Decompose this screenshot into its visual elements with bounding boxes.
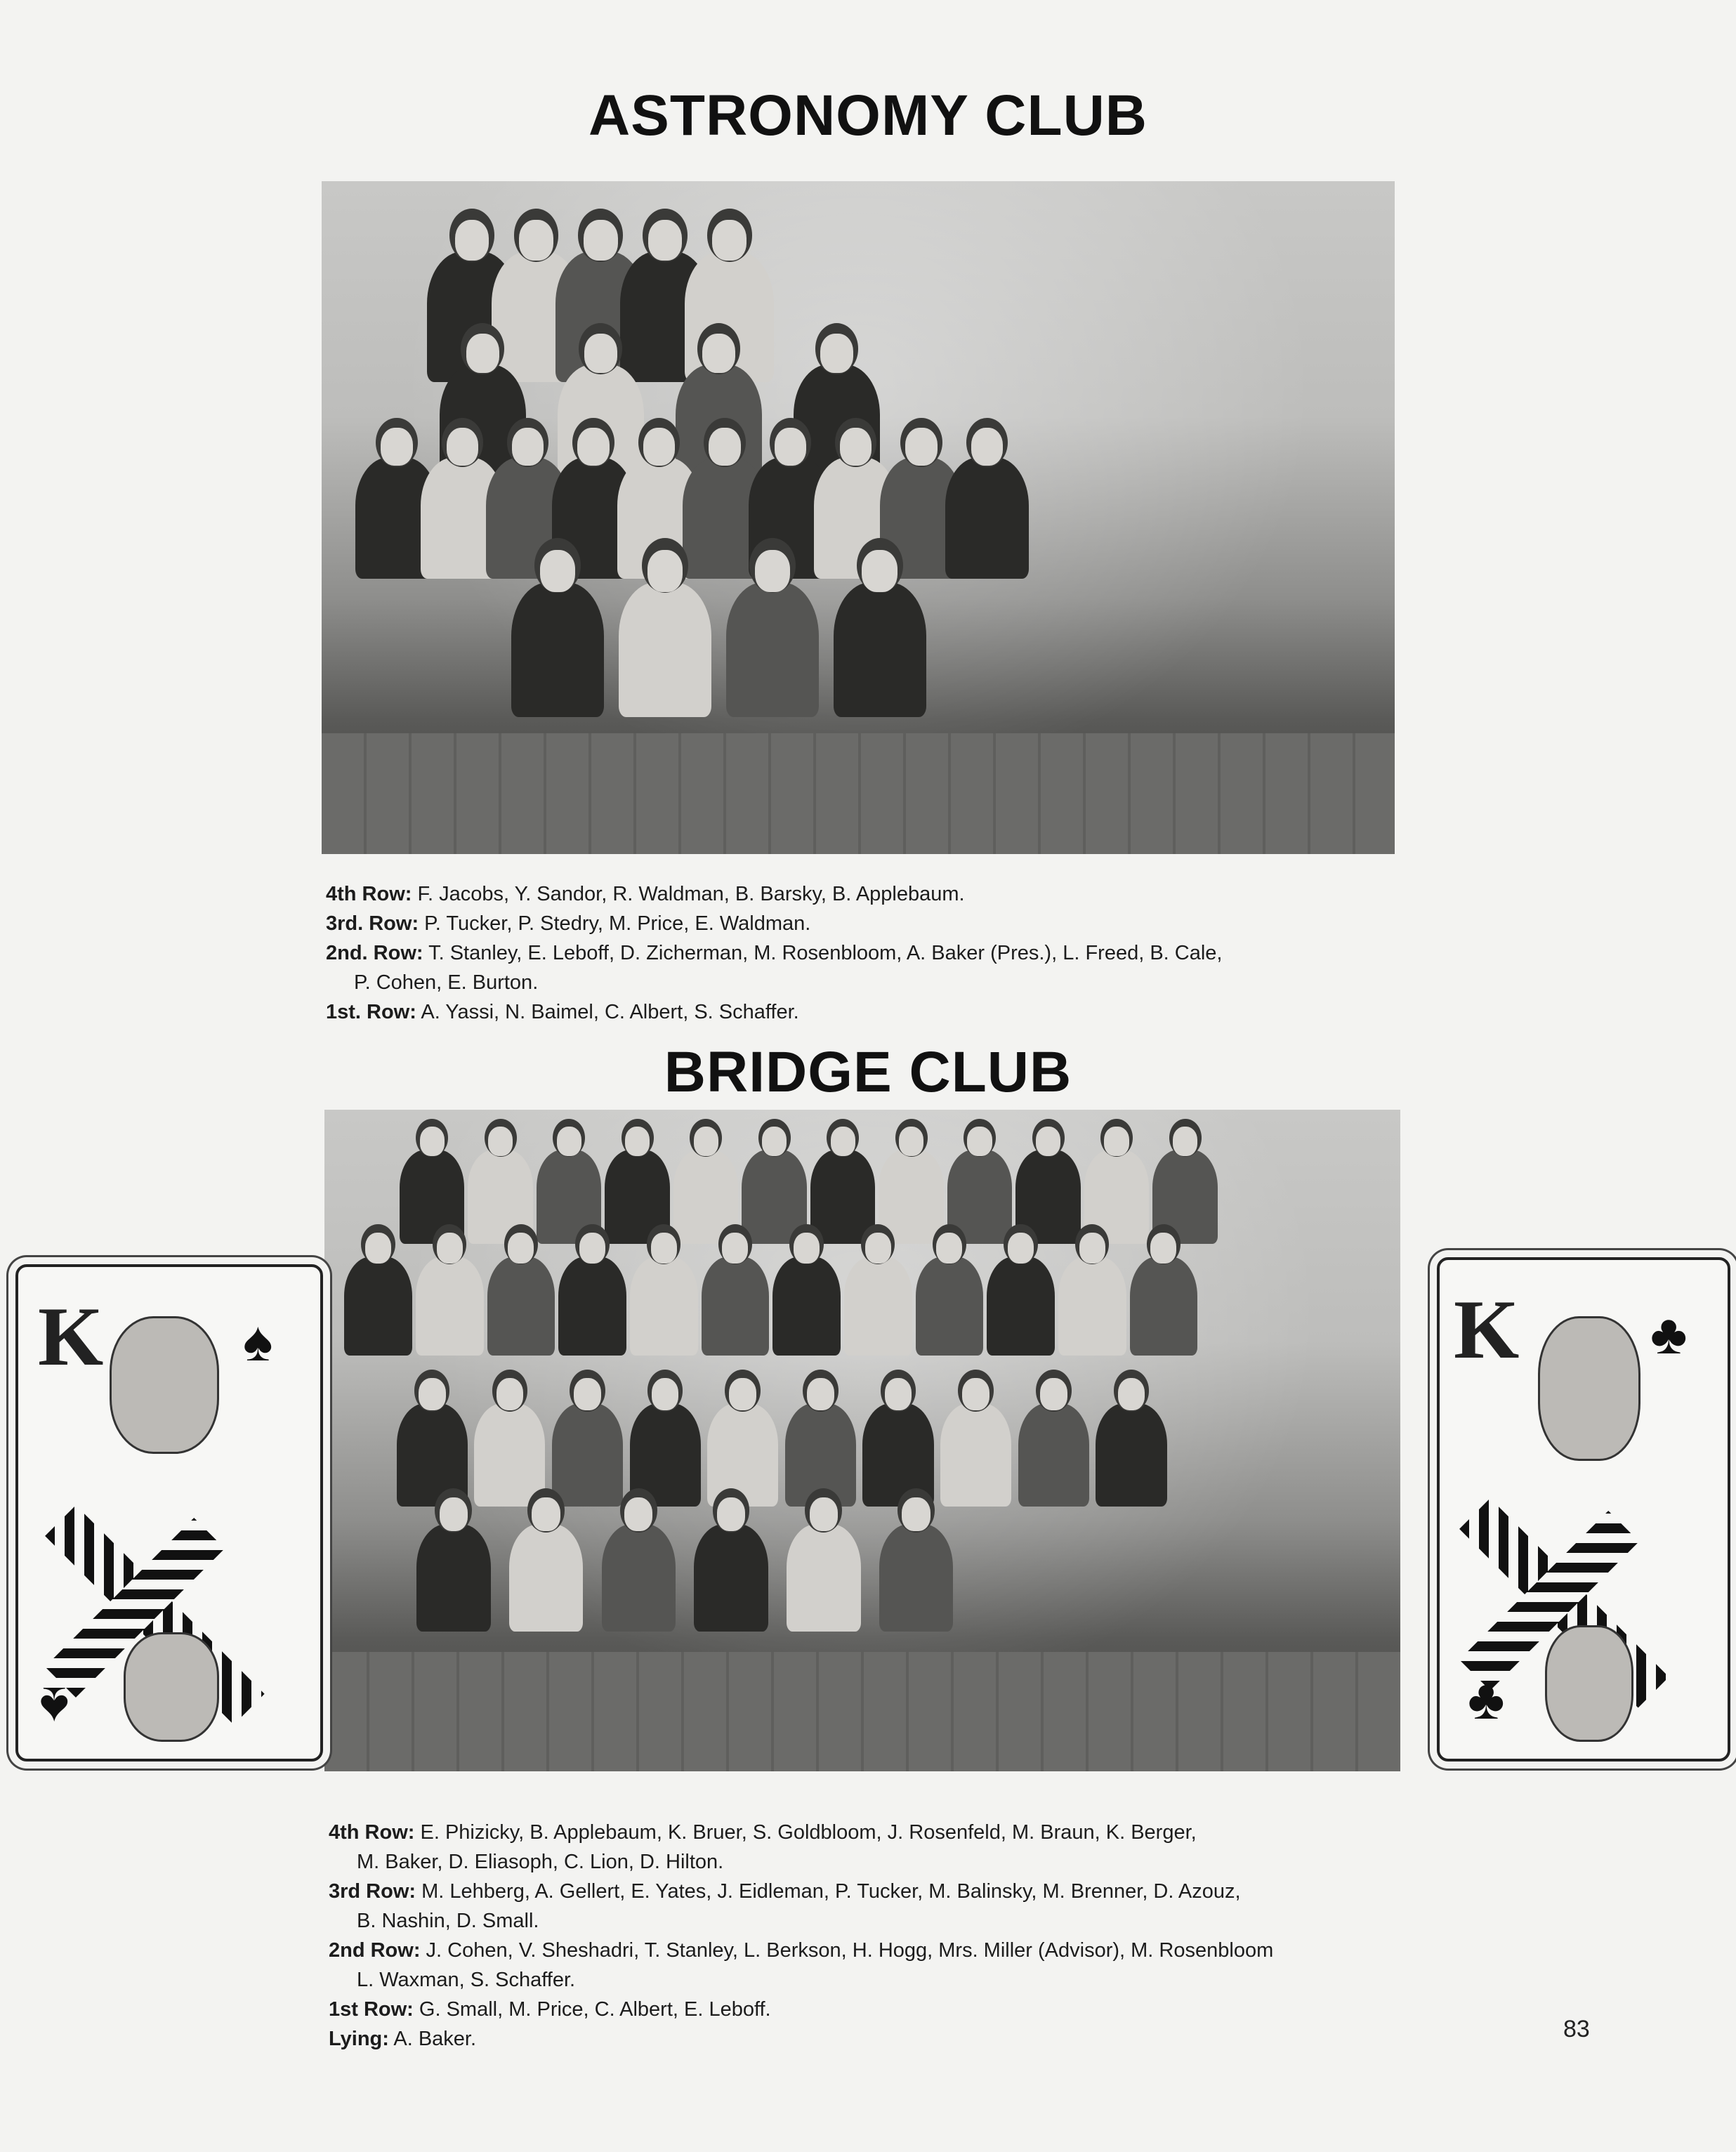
bridge-club-group-photo	[324, 1110, 1400, 1771]
person-face	[936, 1233, 962, 1264]
card-portrait-top	[1538, 1316, 1640, 1461]
person-silhouette	[552, 1403, 623, 1507]
person-face	[712, 220, 747, 261]
spade-icon: ♠	[243, 1310, 273, 1372]
person-face	[1150, 1233, 1176, 1264]
person-silhouette	[344, 1257, 412, 1356]
person-face	[1173, 1127, 1197, 1156]
row-names: F. Jacobs, Y. Sandor, R. Waldman, B. Barsky, B. Applebaum.	[412, 883, 965, 905]
person-silhouette	[558, 1257, 626, 1356]
bridge-row-3	[329, 1877, 1523, 1936]
row-names-continued: M. Baker, D. Eliasoph, C. Lion, D. Hilton.	[357, 1851, 724, 1873]
page-number: 83	[1563, 2016, 1590, 2042]
person-face	[579, 1233, 605, 1264]
person-face	[840, 428, 872, 466]
person-silhouette	[726, 582, 819, 717]
person-face	[420, 1127, 445, 1156]
row-names: P. Tucker, P. Stedry, M. Price, E. Waldman.	[419, 912, 811, 935]
person-silhouette	[987, 1257, 1055, 1356]
card-portrait-top	[110, 1316, 219, 1454]
person-silhouette	[487, 1257, 555, 1356]
person-face	[447, 428, 478, 466]
person-face	[755, 550, 790, 592]
person-silhouette	[834, 582, 926, 717]
person-face	[807, 1378, 834, 1410]
row-label: 3rd. Row:	[326, 912, 419, 935]
person-face	[532, 1497, 560, 1531]
row-names: A. Yassi, N. Baimel, C. Albert, S. Schaffer.	[416, 1001, 799, 1023]
person-silhouette	[511, 582, 604, 717]
person-silhouette	[416, 1257, 484, 1356]
person-face	[519, 220, 553, 261]
person-face	[702, 334, 735, 373]
person-face	[762, 1127, 787, 1156]
person-face	[1040, 1378, 1067, 1410]
person-face	[497, 1378, 524, 1410]
row-label: Lying:	[329, 2028, 389, 2050]
astronomy-row-1	[326, 997, 1449, 1027]
person-face	[365, 1233, 391, 1264]
person-face	[574, 1378, 601, 1410]
person-silhouette	[772, 1257, 841, 1356]
person-face	[865, 1233, 891, 1264]
person-face	[584, 334, 617, 373]
person-face	[652, 1378, 679, 1410]
person-silhouette	[619, 582, 711, 717]
person-face	[709, 428, 740, 466]
person-face	[810, 1497, 838, 1531]
person-face	[488, 1127, 513, 1156]
person-silhouette	[1096, 1403, 1166, 1507]
row-names: J. Cohen, V. Sheshadri, T. Stanley, L. Berkson, H. Hogg, Mrs. Miller (Advisor), M. Rosenbloom	[420, 1939, 1274, 1962]
person-face	[905, 428, 937, 466]
person-face	[584, 220, 618, 261]
person-silhouette	[416, 1524, 491, 1632]
person-face	[381, 428, 412, 466]
astronomy-row-3	[326, 909, 1449, 938]
person-silhouette	[630, 1257, 698, 1356]
astronomy-row-2	[326, 938, 1449, 997]
person-face	[508, 1233, 534, 1264]
row-names: E. Phizicky, B. Applebaum, K. Bruer, S. Goldbloom, J. Rosenfeld, M. Braun, K. Berger,	[414, 1821, 1197, 1844]
person-silhouette	[1130, 1257, 1198, 1356]
gym-floor	[324, 1652, 1400, 1771]
person-face	[820, 334, 853, 373]
person-face	[717, 1497, 745, 1531]
bridge-row-4	[329, 1818, 1523, 1877]
row-names: G. Small, M. Price, C. Albert, E. Leboff.	[413, 1998, 771, 2021]
bridge-row-2	[329, 1936, 1523, 1995]
row-label: 2nd. Row:	[326, 942, 423, 964]
astronomy-club-title: ASTRONOMY CLUB	[588, 84, 1148, 147]
person-face	[648, 220, 683, 261]
person-silhouette	[509, 1524, 584, 1632]
person-face	[419, 1378, 446, 1410]
gym-floor	[322, 733, 1395, 854]
person-face	[437, 1233, 463, 1264]
person-silhouette	[707, 1403, 778, 1507]
astronomy-club-group-photo	[322, 181, 1395, 854]
row-label: 4th Row:	[329, 1821, 415, 1844]
person-face	[1008, 1233, 1034, 1264]
person-face	[557, 1127, 581, 1156]
person-face	[1079, 1233, 1105, 1264]
person-face	[729, 1378, 756, 1410]
person-face	[971, 428, 1003, 466]
astronomy-row-4	[326, 879, 1449, 909]
person-face	[831, 1127, 855, 1156]
person-silhouette	[945, 457, 1029, 579]
person-face	[962, 1378, 989, 1410]
person-silhouette	[916, 1257, 984, 1356]
person-face	[540, 550, 575, 592]
person-face	[902, 1497, 930, 1531]
person-silhouette	[787, 1524, 861, 1632]
spade-icon: ♠	[39, 1676, 70, 1738]
person-face	[651, 1233, 677, 1264]
row-names: M. Lehberg, A. Gellert, E. Yates, J. Eidleman, P. Tucker, M. Balinsky, M. Brenner, D. Azouz,	[416, 1880, 1241, 1903]
row-names-continued: P. Cohen, E. Burton.	[354, 971, 539, 994]
club-icon: ♣	[1650, 1303, 1688, 1365]
person-face	[647, 550, 683, 592]
person-face	[862, 550, 897, 592]
person-face	[577, 428, 609, 466]
person-face	[455, 220, 489, 261]
row-label: 2nd Row:	[329, 1939, 421, 1962]
person-face	[625, 1127, 650, 1156]
person-face	[512, 428, 544, 466]
person-silhouette	[702, 1257, 770, 1356]
card-portrait-bottom	[124, 1632, 219, 1742]
bridge-row-1	[329, 1995, 1523, 2024]
row-names-continued: B. Nashin, D. Small.	[357, 1910, 539, 1932]
card-portrait-bottom	[1545, 1625, 1633, 1742]
person-silhouette	[844, 1257, 912, 1356]
person-face	[775, 428, 806, 466]
person-face	[1104, 1127, 1129, 1156]
row-names-continued: L. Waxman, S. Schaffer.	[357, 1969, 576, 1991]
person-silhouette	[694, 1524, 768, 1632]
card-rank: K	[1454, 1282, 1520, 1376]
row-label: 4th Row:	[326, 883, 412, 905]
club-icon: ♣	[1468, 1668, 1505, 1731]
card-rank: K	[38, 1290, 104, 1383]
person-face	[624, 1497, 652, 1531]
person-face	[794, 1233, 820, 1264]
king-of-clubs-card	[1437, 1257, 1730, 1761]
king-of-spades-card	[15, 1264, 323, 1761]
bridge-row-lying	[329, 2024, 1523, 2054]
person-face	[466, 334, 499, 373]
person-silhouette	[1058, 1257, 1126, 1356]
person-face	[643, 428, 675, 466]
person-silhouette	[879, 1524, 954, 1632]
person-silhouette	[602, 1524, 676, 1632]
person-face	[694, 1127, 718, 1156]
person-face	[899, 1127, 923, 1156]
row-label: 1st Row:	[329, 1998, 414, 2021]
person-silhouette	[940, 1403, 1011, 1507]
person-face	[967, 1127, 992, 1156]
person-silhouette	[1018, 1403, 1089, 1507]
astronomy-club-caption	[326, 879, 1449, 1027]
person-face	[1036, 1127, 1060, 1156]
person-face	[722, 1233, 748, 1264]
person-face	[440, 1497, 468, 1531]
person-face	[1118, 1378, 1145, 1410]
bridge-club-title: BRIDGE CLUB	[664, 1040, 1072, 1104]
person-silhouette	[474, 1403, 545, 1507]
row-names: A. Baker.	[388, 2028, 477, 2050]
bridge-club-caption	[329, 1818, 1523, 2054]
row-label: 1st. Row:	[326, 1001, 416, 1023]
row-label: 3rd Row:	[329, 1880, 416, 1903]
person-face	[885, 1378, 912, 1410]
row-names: T. Stanley, E. Leboff, D. Zicherman, M. Rosenbloom, A. Baker (Pres.), L. Freed, B. Cale,	[423, 942, 1223, 964]
